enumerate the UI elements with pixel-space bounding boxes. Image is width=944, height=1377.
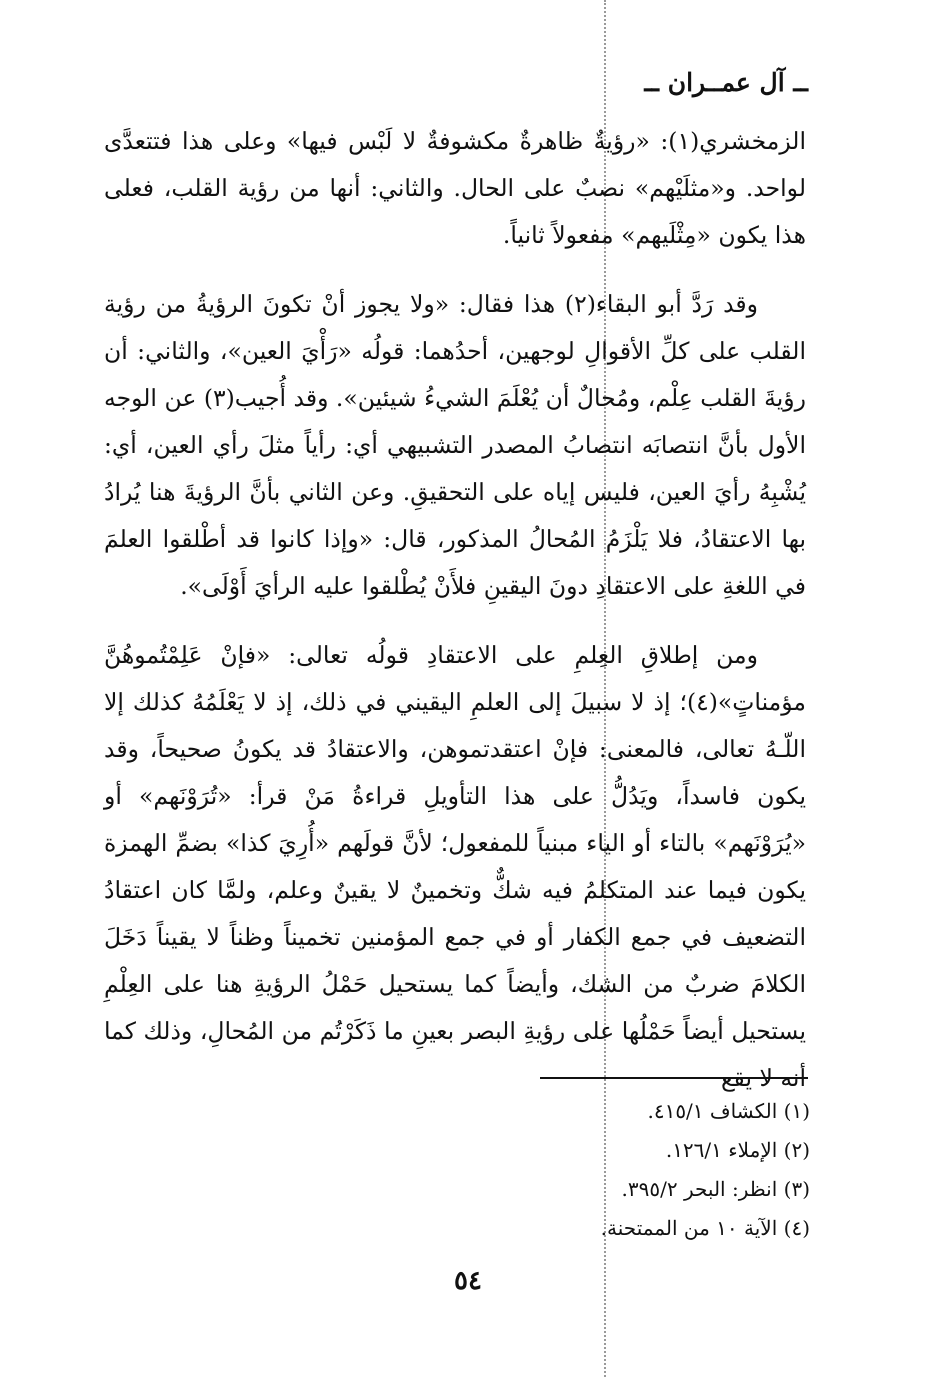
running-header: ــ آل عمــران ــ <box>644 68 808 97</box>
footnote-3: (٣) انظر: البحر ٣٩٥/٢. <box>621 1177 810 1201</box>
paragraph-1: الزمخشري(١): «رؤيةٌ ظاهرةٌ مكشوفةٌ لا لَبْس فيها» وعلى هذا فتتعدَّى لواحد. و«مثلَيْهم» نصبٌ على الحال. والثاني: أنها من رؤية القلب، فعلى هذا يكون «مِثْلَيهم» مفعولاً ثانياً. <box>104 127 806 249</box>
page-number: ٥٤ <box>454 1266 482 1296</box>
paragraph-2: وقد رَدَّ أبو البقاء(٢) هذا فقال: «ولا يجوز أنْ تكونَ الرؤيةُ من رؤية القلب على كلِّ الأقوالِ لوجهين، أحدُهما: قولُه «رَأْيَ العين»، والثاني: أن رؤيةَ القلب عِلْم، ومُحالٌ أن يُعْلَمَ الشيءُ شيئين». وقد أُجيب(٣) عن الوجه الأول بأنَّ انتصابَه انتصابُ المصدر التشبيهي أي: رأياً مثلَ رأي العين، أي: يُشْبِهُ رأيَ العين، فليس إياه على التحقيقِ. وعن الثاني بأنَّ الرؤيةَ هنا يُرادُ بها الاعتقادُ، فلا يَلْزَمُ المُحالُ المذكور، قال: «وإذا كانوا قد أطْلقوا العلمَ في اللغةِ على الاعتقادِ دونَ اليقينِ فلأَنْ يُطْلقوا عليه الرأيَ أَوْلَى». <box>104 290 807 600</box>
paragraph-3: ومن إطلاقِ العِلمِ على الاعتقادِ قولُه تعالى: «فإنْ عَلِمْتُموهُنَّ مؤمناتٍ»(٤)؛ إذ لا سبيلَ إلى العلمِ اليقيني في ذلك، إذ لا يَعْلَمُهُ كذلك إلا اللّـهُ تعالى، فالمعنى: فإنْ اعتقدتموهن، والاعتقادُ قد يكونُ صحيحاً، وقد يكون فاسداً، ويَدُلُّ على هذا التأويلِ قراءةُ مَنْ قرأ: «تُرَوْنَهم» أو «يُرَوْنَهم» بالتاء أو الياء مبنياً للمفعول؛ لأنَّ قولَهم «أُرِيَ كذا» بضمِّ الهمزة يكون فيما عند المتكلمُ فيه شكٌّ وتخمينٌ لا يقينٌ وعلم، ولمَّا كان اعتقادُ التضعيف في جمع الكفار أو في جمع المؤمنين تخميناً وظناً لا يقيناً دَخَلَ الكلامَ ضربٌ من الشك، وأيضاً كما يستحيل حَمْلُ الرؤيةِ هنا على العِلْمِ يستحيل أيضاً حَمْلُها على رؤيةِ البصر بعينِ ما ذَكَرْتُم من المُحالِ، وذلك كما أنه لا يقع <box>104 641 806 1092</box>
footnote-separator <box>540 1077 808 1079</box>
main-text <box>104 118 806 1102</box>
footnote-1: (١) الكشاف ٤١٥/١. <box>647 1099 810 1123</box>
footnotes <box>390 1092 810 1248</box>
footnote-2: (٢) الإملاء ١٢٦/١. <box>665 1138 810 1162</box>
footnote-4: (٤) الآية ١٠ من الممتحنة. <box>600 1216 810 1240</box>
